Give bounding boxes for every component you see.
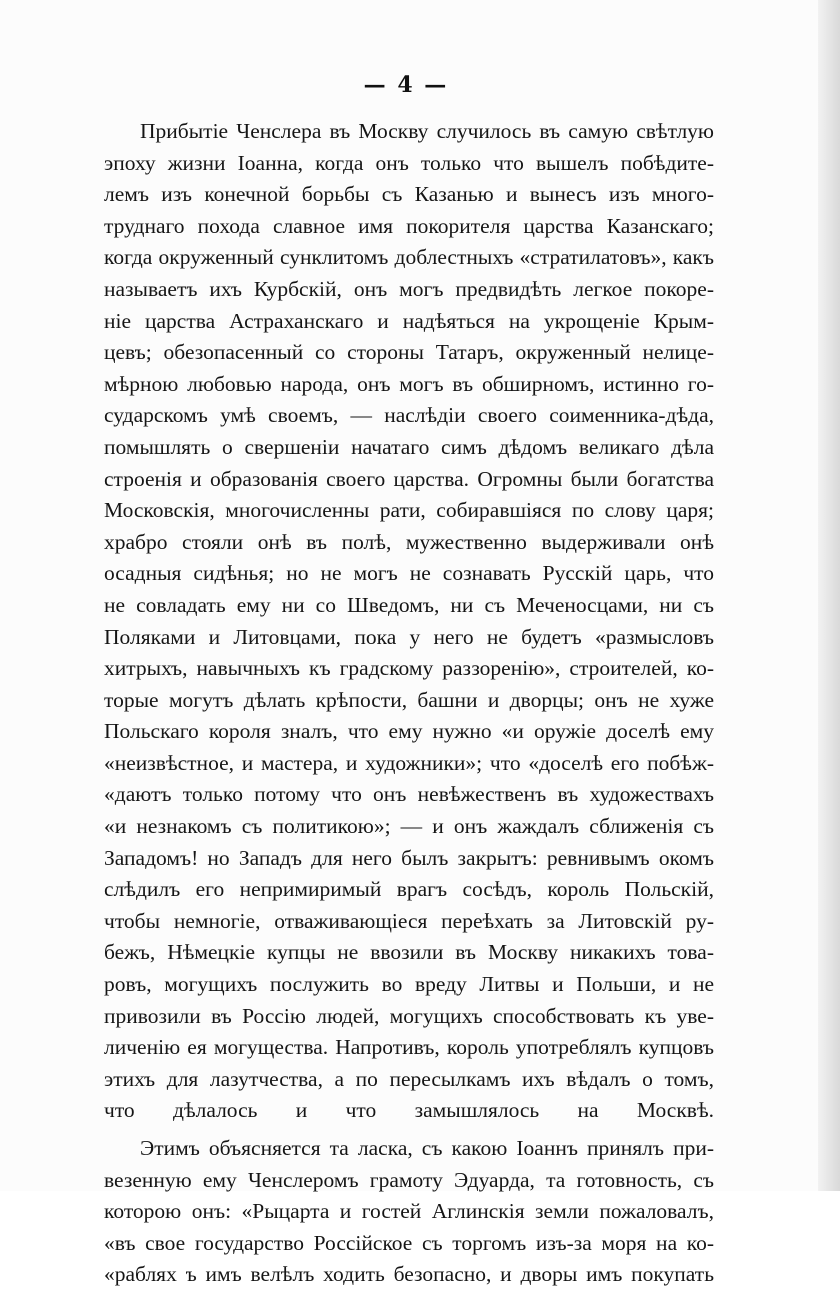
text-line: что дѣлалось и что замышлялось на Москвѣ. (104, 1098, 714, 1123)
text-line: привозили въ Россію людей, могущихъ способствовать къ уве- (104, 1003, 714, 1028)
text-line: строенія и образованія своего царства. Огромны были богатства (104, 466, 714, 491)
text-line: бежъ, Нѣмецкіе купцы не ввозили въ Москву никакихъ това- (104, 940, 714, 965)
text-line: Поляками и Литовцами, пока у него не будетъ «размысловъ (104, 624, 714, 649)
text-line: ровъ, могущихъ послужить во вреду Литвы и Польши, и не (104, 972, 714, 997)
paragraph (104, 116, 714, 1127)
text-line: называетъ ихъ Курбскій, онъ могъ предвидѣть легкое покоре- (104, 276, 714, 301)
text-line: эпоху жизни Іоанна, когда онъ только что вышелъ побѣдите- (104, 150, 714, 175)
text-line: сударскомъ умѣ своемъ, — наслѣдіи своего соименника-дѣда, (104, 403, 714, 428)
text-line: Прибытіе Ченслера въ Москву случилось въ самую свѣтлую (140, 119, 714, 143)
text-line: личенію ея могущества. Напротивъ, король употреблялъ купцовъ (104, 1035, 714, 1060)
text-line: помышлять о свершеніи начатаго симъ дѣдомъ великаго дѣла (104, 434, 714, 459)
text-line: ніе царства Астраханскаго и надѣяться на укрощеніе Крым- (104, 308, 714, 333)
text-line: чтобы немногіе, отваживающіеся переѣхать за Литовскій ру- (104, 908, 714, 933)
text-line: «даютъ только потому что онъ невѣжественъ въ художествахъ (104, 782, 714, 807)
text-line: не совладать ему ни со Шведомъ, ни съ Меченосцами, ни съ (104, 592, 714, 617)
text-line: «раблях ъ имъ велѣлъ ходить безопасно, и дворы имъ покупать (104, 1262, 714, 1287)
text-line: хитрыхъ, навычныхъ къ градскому раззоренію», строителей, ко- (104, 656, 714, 681)
text-line: этихъ для лазутчества, а по пересылкамъ ихъ вѣдалъ о томъ, (104, 1066, 714, 1091)
text-line: лемъ изъ конечной борьбы съ Казанью и вынесъ изъ много- (104, 182, 714, 207)
text-line: когда окруженный сунклитомъ доблестныхъ «стратилатовъ», какъ (104, 245, 714, 270)
text-line: Этимъ объясняется та ласка, съ какою Іоаннъ принялъ при- (140, 1136, 714, 1160)
page-number: — 4 — (363, 72, 449, 98)
text-line: Польскаго короля зналъ, что ему нужно «и оружіе доселѣ ему (104, 719, 714, 744)
text-line: цевъ; обезопасенный со стороны Татаръ, окруженный нелице- (104, 340, 714, 365)
paragraphs (104, 116, 714, 1291)
text-line: слѣдилъ его непримиримый врагъ сосѣдъ, король Польскій, (104, 877, 714, 902)
text-line: везенную ему Ченслеромъ грамоту Эдуарда, та готовность, съ (104, 1167, 714, 1192)
text-line: Западомъ! но Западъ для него былъ закрытъ: ревнивымъ окомъ (104, 845, 714, 870)
text-line: «и незнакомъ съ политикою»; — и онъ жаждалъ сближенія съ (104, 814, 714, 839)
text-line: которою онъ: «Рыцарта и гостей Аглинскія земли пожаловалъ, (104, 1199, 714, 1224)
text-line: храбро стояли онѣ въ полѣ, мужественно выдерживали онѣ (104, 529, 714, 554)
body-text (104, 116, 714, 1291)
text-line: «въ свое государство Россійское съ торгомъ изъ-за моря на ко- (104, 1230, 714, 1255)
paragraph (104, 1133, 714, 1291)
text-line: мѣрною любовью народа, онъ могъ въ обширномъ, истинно го- (104, 371, 714, 396)
text-line: труднаго похода славное имя покорителя царства Казанскаго; (104, 213, 714, 238)
text-line: Московскія, многочисленны рати, собиравшіяся по слову царя; (104, 498, 714, 523)
scan-edge-shadow (818, 0, 840, 1191)
text-line: осадныя сидѣнья; но не могъ не сознавать Русскій царь, что (104, 561, 714, 586)
text-line: торые могутъ дѣлать крѣпости, башни и дворцы; онъ не хуже (104, 687, 714, 712)
text-line: «неизвѣстное, и мастера, и художники»; что «доселѣ его побѣж- (104, 750, 714, 775)
